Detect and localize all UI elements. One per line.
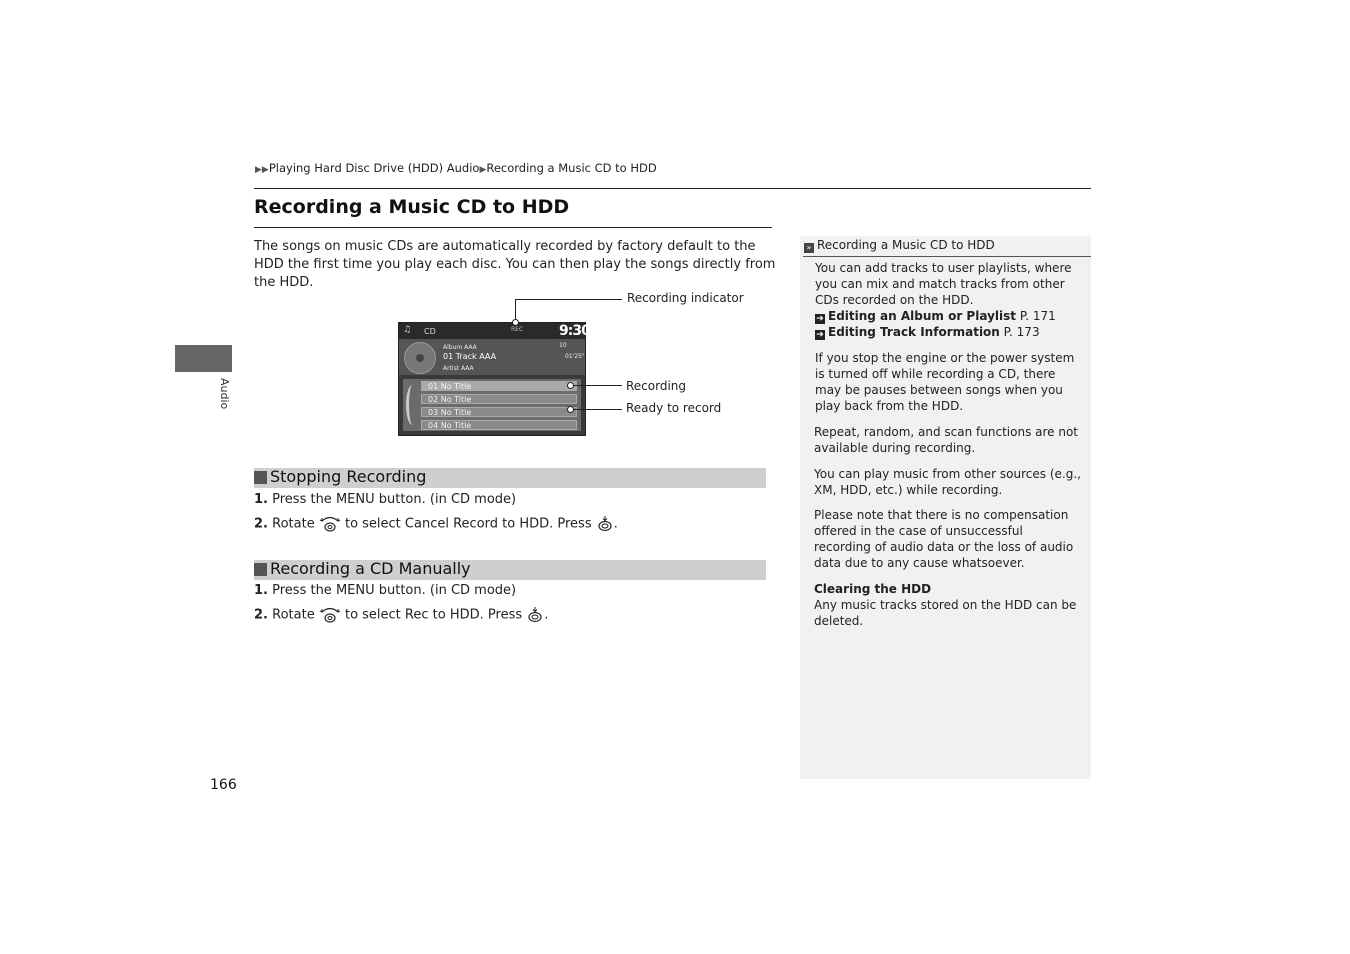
sidebar-subheading: Clearing the HDD (814, 582, 932, 596)
triangle-right-icon: ▶ (479, 165, 487, 175)
section-title: Recording a CD Manually (270, 559, 471, 578)
link-page: P. 171 (1019, 309, 1056, 323)
screen-track-list (403, 379, 581, 431)
section-square-icon (254, 471, 267, 484)
interface-dial-press-icon (596, 515, 614, 533)
link-label[interactable]: Editing an Album or Playlist (828, 309, 1016, 323)
screen-row: 03 No Title (421, 407, 577, 417)
screen-row: 01 No Title (421, 381, 577, 391)
step-number: 2. (254, 607, 268, 623)
step-number: 2. (254, 516, 268, 532)
breadcrumb-page: Recording a Music CD to HDD (486, 161, 657, 175)
breadcrumb (255, 161, 657, 175)
callout-dot (512, 319, 519, 326)
sidebar-paragraph: You can play music from other sources (e.g., XM, HDD, etc.) while recording. (814, 467, 1081, 497)
step-1 (254, 583, 516, 598)
screen-elapsed: 01'25" (565, 353, 585, 360)
interface-dial-press-icon (526, 606, 544, 624)
screen-row: 02 No Title (421, 394, 577, 404)
screen-track: 01 Track AAA (443, 352, 497, 361)
section-heading-recording-manually (254, 560, 766, 580)
sidebar-heading-text: Recording a Music CD to HDD (817, 238, 995, 252)
menu-item-cancel-record: Cancel Record to HDD (404, 516, 550, 532)
title-rule (254, 227, 772, 228)
callout-dot (567, 382, 574, 389)
step-number: 1. (254, 492, 268, 507)
link-editing-album[interactable] (815, 308, 1056, 324)
interface-dial-rotate-icon (319, 515, 341, 533)
header-rule (254, 188, 1091, 189)
section-square-icon (254, 563, 267, 576)
sidebar-paragraph: You can add tracks to user playlists, where you can mix and match tracks from other CDs recorded on the HDD. (815, 261, 1072, 307)
cross-reference-arrow-icon: ➔ (816, 330, 824, 340)
recording-indicator-badge: REC (511, 326, 524, 333)
section-title: Stopping Recording (270, 467, 427, 486)
sidebar-paragraph: Please note that there is no compensation offered in the case of unsuccessful recording of audio data or the loss of audio data due to any cause whatsoever. (814, 508, 1074, 570)
callout-recording: Recording (626, 379, 687, 393)
callout-recording-indicator: Recording indicator (627, 291, 744, 305)
step-text: Press the MENU button. (in CD mode) (272, 583, 517, 598)
step-text: . (544, 607, 549, 623)
screen-album: Album AAA (443, 344, 477, 351)
callout-line-ready (570, 409, 622, 410)
cross-reference-arrow-icon: ➔ (816, 314, 824, 324)
step-text: Press the MENU button. (in CD mode) (272, 492, 517, 507)
sidebar-paragraph: Repeat, random, and scan functions are not available during recording. (814, 425, 1079, 455)
sidebar-heading-rule (803, 256, 1091, 257)
screen-clock: 9:30 (559, 323, 590, 339)
chapter-tab-label: Audio (218, 378, 231, 410)
screen-track-info (399, 339, 585, 375)
link-editing-track[interactable] (815, 324, 1040, 340)
callout-line-indicator-h (515, 299, 622, 300)
step-text: . Press (479, 607, 523, 623)
intro-paragraph: The songs on music CDs are automatically recorded by factory default to the HDD the first time you play each disc. You can then play the songs directly from the HDD. (254, 239, 776, 290)
music-note-icon: ♫ (403, 325, 412, 335)
sidebar-paragraph: Any music tracks stored on the HDD can be deleted. (814, 598, 1077, 628)
screen-artist: Artist AAA (443, 365, 474, 372)
screen-status-bar (399, 323, 590, 339)
callout-line-recording (570, 385, 622, 386)
sidebar-note-icon: » (804, 243, 814, 253)
disc-icon (404, 342, 436, 374)
callout-ready: Ready to record (626, 401, 722, 415)
link-label[interactable]: Editing Track Information (828, 325, 1000, 339)
list-scroll-arc (406, 385, 419, 425)
page-number: 166 (210, 777, 237, 793)
step-2 (254, 606, 548, 624)
screen-row: 04 No Title (421, 420, 577, 430)
step-1 (254, 492, 516, 507)
screen-source: CD (424, 327, 436, 336)
chapter-tab[interactable] (175, 345, 232, 372)
step-number: 1. (254, 583, 268, 598)
sidebar-heading (804, 238, 995, 253)
breadcrumb-section[interactable]: Playing Hard Disc Drive (HDD) Audio (268, 161, 480, 175)
step-text: to select (344, 516, 401, 532)
page-title: Recording a Music CD to HDD (254, 196, 570, 218)
link-page: P. 173 (1003, 325, 1040, 339)
step-text: to select (344, 607, 401, 623)
interface-dial-rotate-icon (319, 606, 341, 624)
step-text: . Press (549, 516, 592, 532)
section-heading-stopping (254, 468, 766, 488)
sidebar-paragraph: If you stop the engine or the power system is turned off while recording a CD, there may be pauses between songs when you play back from the HDD. (815, 351, 1075, 413)
audio-screen-illustration (398, 322, 590, 436)
step-2 (254, 515, 618, 533)
callout-dot (567, 406, 574, 413)
screen-track-count: 10 (559, 342, 567, 349)
step-text: Rotate (272, 607, 315, 623)
step-text: . (613, 516, 618, 532)
menu-item-rec-to-hdd: Rec to HDD (404, 607, 480, 623)
step-text: Rotate (272, 516, 315, 532)
triangle-right-icon: ▶▶ (255, 165, 269, 175)
